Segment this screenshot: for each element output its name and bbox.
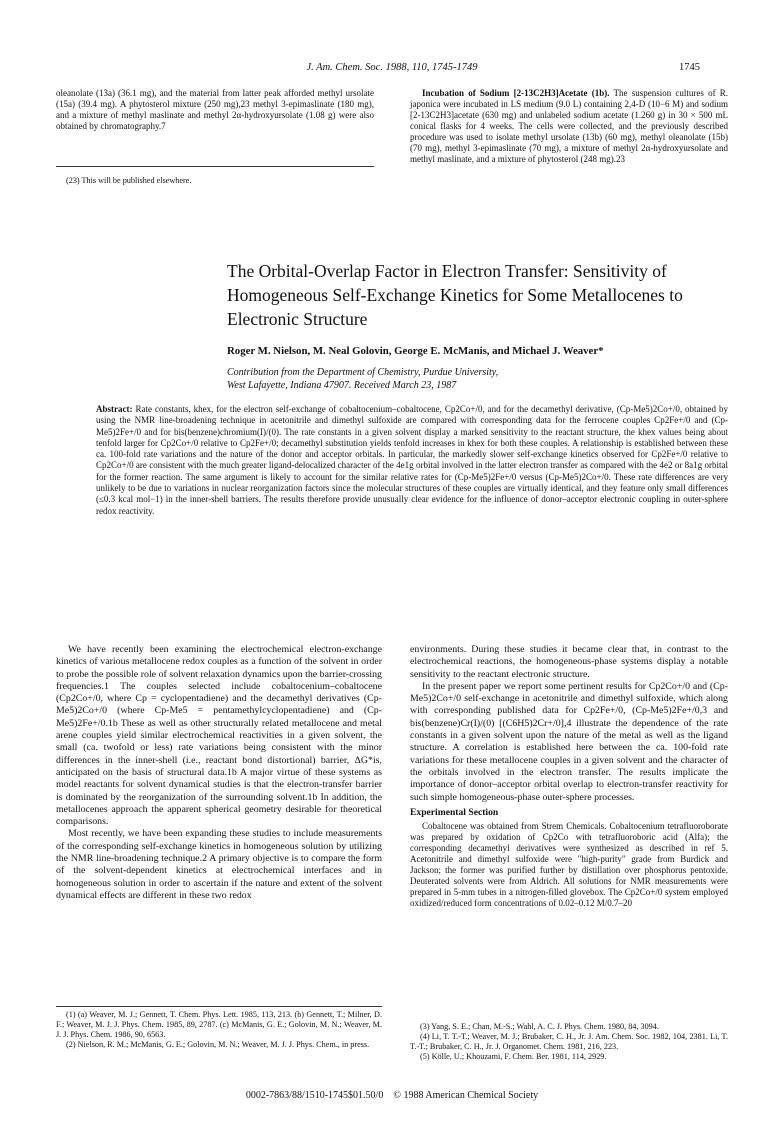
footnote-divider bbox=[56, 1006, 382, 1007]
abstract bbox=[96, 404, 728, 517]
footnote: (5) Kölle, U.; Khouzami, F. Chem. Ber. 1981, 114, 2929. bbox=[420, 1052, 607, 1061]
page-number: 1745 bbox=[679, 62, 700, 73]
copyright: © 1988 American Chemical Society bbox=[393, 1090, 539, 1101]
prev-article-left bbox=[56, 88, 374, 132]
prev-article-footnote bbox=[56, 176, 374, 186]
incubation-text: The suspension cultures of R. japonica were incubated in LS medium (9.0 L) containing 2,4-D (10−6 M) and sodium [2-13C2H3]acetate (630 mg) and unlabeled sodium acetate (1.260 g) in 30 × 500 mL conical flasks for 4 weeks. The cells were collected, and the previously described procedure was used to isolate methyl ursolate (13b) (60 mg), methyl oleanolate (15b) (70 mg), methyl 3-epimaslinate (70 mg), a mixture of methyl 2α-hydroxyursolate and methyl maslinate, and a mixture of phytosterol (248 mg).23 bbox=[410, 88, 729, 164]
body-paragraph: In the present paper we report some pertinent results for Cp2Co+/0 and (Cp-Me5)2Co+/0 self-exchange in acetonitrile and dimethyl sulfoxide, which along with corresponding published data for Cp2Fe+/0, (Cp-Me5)2Fe+/0,3 and bis(benzene)Cr(I)/(0) [(C6H5)2Cr+/0],4 illustrate the dependence of the rate constants in a given solvent upon the nature of the metal as well as the ligand structure. A correlation is established here between the ca. 100-fold rate variations for these metallocene couples in a given solvent and the character of the orbitals involved in the electron transfer. The results implicate the importance of donor–acceptor orbital overlap to electron-transfer reactivity for such simple homogeneous-phase outer-sphere processes. bbox=[410, 680, 728, 803]
footnote: (2) Nielson, R. M.; McManis, G. E.; Golovin, M. N.; Weaver, M. J. J. Phys. Chem., in press. bbox=[66, 1040, 370, 1049]
footnotes-right bbox=[410, 1022, 728, 1062]
page-footer bbox=[0, 1090, 784, 1101]
footnotes-left bbox=[56, 1010, 382, 1050]
article-affiliation bbox=[227, 366, 498, 392]
prev-article-left-text: oleanolate (13a) (36.1 mg), and the material from latter peak afforded methyl ursolate (15a) (39.4 mg). A phytosterol mixture (250 mg),23 methyl 3-epimaslinate (180 mg), and a mixture of methyl maslinate and methyl 2α-hydroxyursolate (1.08 g) were also obtained by chromatography.7 bbox=[56, 88, 374, 131]
running-header bbox=[0, 62, 784, 78]
article-code: 0002-7863/88/1510-1745$01.50/0 bbox=[245, 1090, 384, 1101]
incubation-heading: Incubation of Sodium [2-13C2H3]Acetate (1b). bbox=[422, 88, 610, 98]
footnote-divider bbox=[56, 166, 374, 167]
affiliation-line-2: West Lafayette, Indiana 47907. Received March 23, 1987 bbox=[227, 380, 457, 391]
abstract-label: Abstract: bbox=[96, 404, 133, 414]
footnote: (3) Yang, S. E.; Chan, M.-S.; Wahl, A. C. J. Phys. Chem. 1980, 84, 3094. bbox=[420, 1022, 659, 1031]
abstract-text: Rate constants, khex, for the electron self-exchange of cobaltocenium–cobaltocene, Cp2Co+/0, and for the decamethyl derivative, (Cp-Me5)2Co+/0, obtained by using the NMR line-broadening technique in acetonitrile and dimethyl sulfoxide are compared with corresponding data for the ferrocene couples Cp2Fe+/0 and (Cp-Me5)2Fe+/0 and for bis(benzene)chromium(I)/(0). The rate constants in a given solvent display a marked sensitivity to the reactant structure, the khex values being about tenfold larger for Cp2Co+/0 relative to Cp2Fe+/0; decamethyl substitution yields tenfold increases in khex for both these couples. A relationship is established between these ca. 100-fold rate variations and the nature of the donor and acceptor orbitals. In particular, the markedly slower self-exchange kinetics observed for Cp2Fe+/0 relative to Cp2Co+/0 are consistent with the much greater ligand-delocalized character of the 4e1g orbital involved in the latter electron transfer as compared with the 4e2 or 8a1g orbital for the former reaction. The same argument is likely to account for the similar relative rates for (Cp-Me5)2Fe+/0 versus (Cp-Me5)2Co+/0. These rate differences are very unlikely to be due to variations in nuclear reorganization factors since the molecular structures of these couples are virtually identical, and they feature only small differences (≤0.3 kcal mol−1) in the inner-shell barriers. The results therefore provide unusually clear evidence for the influence of donor–acceptor electronic coupling in outer-sphere redox reactivity. bbox=[96, 404, 729, 516]
prev-article-right bbox=[410, 88, 728, 165]
body-paragraph: We have recently been examining the electrochemical electron-exchange kinetics of various metallocene redox couples as a function of the solvent in order to probe the possible role of solvent relaxation dynamics upon the barrier-crossing frequencies.1 The couples selected include cobaltocenium–cobaltocene (Cp2Co+/0, where Cp = cyclopentadiene) and the decamethyl derivatives (Cp-Me5)2Co+/0 (where Cp-Me5 = pentamethylcyclopentadiene) and (Cp-Me5)2Fe+/0.1b These as well as other structurally related metallocene and metal arene couples yield similar electrochemical reactivities in a given solvent, the small (ca. twofold or less) rate variations being consistent with the minor differences in the inner-shell (i.e., reactant bond distortional) barrier, ΔG*is, anticipated on the basis of structural data.1b A major virtue of these systems as model reactants for solvent dynamical studies is that the electron-transfer barrier is dominated by the reorganization of the surrounding solvent.1b In addition, the metallocenes approach the apparent spherical geometry desirable for theoretical comparisons. bbox=[56, 644, 382, 828]
affiliation-line-1: Contribution from the Department of Chemistry, Purdue University, bbox=[227, 367, 499, 378]
body-left-column bbox=[56, 644, 382, 902]
footnote: (4) Li, T. T.-T.; Weaver, M. J.; Brubaker, C. H., Jr. J. Am. Chem. Soc. 1982, 104, 2381. Li, T. T.-T.; Brubaker, C. H., Jr. J. Organomet. Chem. 1981, 216, 223. bbox=[410, 1032, 728, 1051]
footnote-23: (23) This will be published elsewhere. bbox=[66, 176, 192, 185]
journal-citation: J. Am. Chem. Soc. 1988, 110, 1745-1749 bbox=[306, 62, 478, 73]
experimental-paragraph: Cobaltocene was obtained from Strem Chemicals. Cobaltocenium tetrafluoroborate was prepared by oxidation of Cp2Co with tetrafluoroboric acid (Alfa); the corresponding decamethyl derivatives were synthesized as described in ref 5. Acetonitrile and dimethyl sulfoxide were "high-purity" grade from Burdick and Jackson; the former was purified further by distillation over phosphorus pentoxide. Deuterated solvents were from Aldrich. All solutions for NMR measurements were prepared in 5-mm tubes in a nitrogen-filled glovebox. The Cp2Co+/0 system employed oxidized/reduced form concentrations of 0.02–0.12 M/0.7–20 bbox=[410, 821, 728, 909]
section-heading: Experimental Section bbox=[410, 806, 499, 818]
body-paragraph: environments. During these studies it became clear that, in contrast to the electrochemical reactions, the homogeneous-phase systems display a notable sensitivity to the reactant electronic structure. bbox=[410, 644, 728, 680]
footnote: (1) (a) Weaver, M. J.; Gennett, T. Chem. Phys. Lett. 1985, 113, 213. (b) Gennett, T.; Milner, D. F.; Weaver, M. J. J. Phys. Chem. 1985, 89, 2787. (c) McManis, G. E.; Golovin, M. N.; Weaver, M. J. J. Phys. Chem. 1986, 90, 6563. bbox=[56, 1010, 382, 1039]
body-paragraph: Most recently, we have been expanding these studies to include measurements of the corresponding self-exchange kinetics in homogeneous solution by utilizing the NMR line-broadening technique.2 A primary objective is to compare the form of the solvent-dependent kinetics at electrochemical interfaces and in homogeneous solution in order to ascertain if the nature and extent of the solvent dynamical effects are different in these two redox bbox=[56, 828, 382, 901]
article-authors: Roger M. Nielson, M. Neal Golovin, George E. McManis, and Michael J. Weaver* bbox=[227, 345, 604, 357]
body-right-column bbox=[410, 644, 728, 909]
article-title: The Orbital-Overlap Factor in Electron Transfer: Sensitivity of Homogeneous Self-Exchange Kinetics for Some Metallocenes to Electronic Structure bbox=[227, 261, 683, 329]
